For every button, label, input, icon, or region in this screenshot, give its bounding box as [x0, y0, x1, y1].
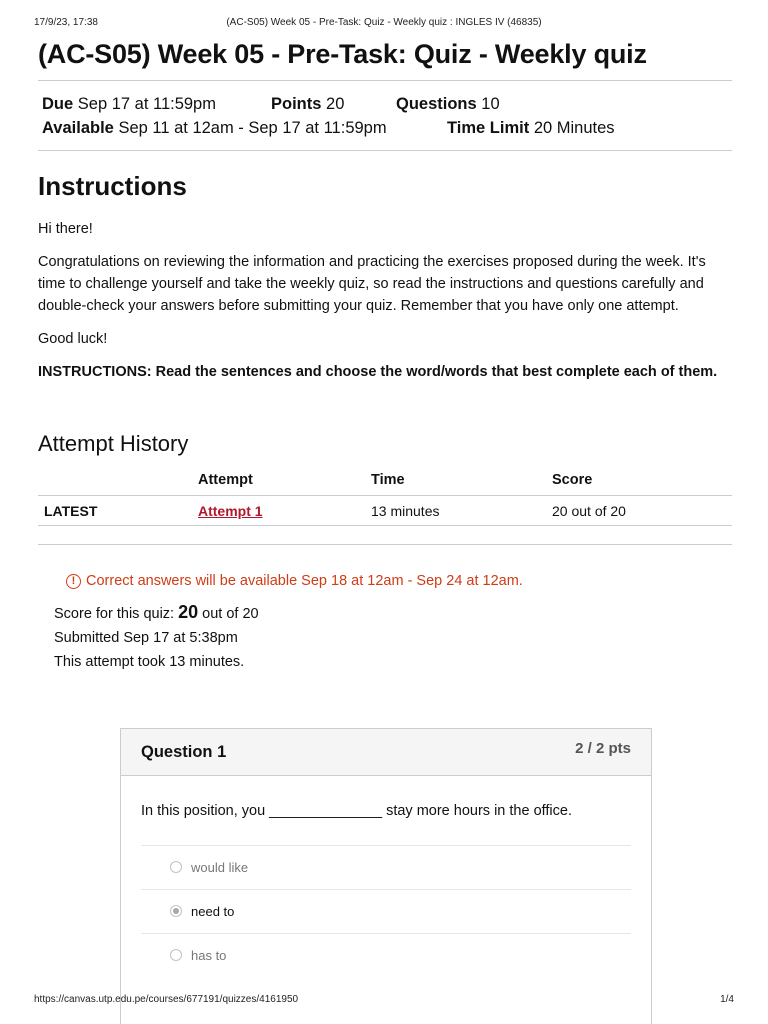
due-value: Sep 17 at 11:59pm [77, 95, 216, 113]
score-value: 20 [178, 602, 199, 622]
quiz-content [38, 36, 732, 963]
points-label: Points [271, 95, 322, 113]
attempt-history-heading: Attempt History [38, 431, 189, 456]
quiz-details [38, 81, 732, 141]
quiz-title: (AC-S05) Week 05 - Pre-Task: Quiz - Weekly quiz [38, 39, 647, 69]
attempt-time: 13 minutes [371, 496, 552, 526]
radio-icon[interactable] [170, 949, 182, 961]
questions-detail [396, 95, 500, 114]
answer-option-selected[interactable] [141, 889, 631, 933]
instructions-body: Congratulations on reviewing the information and practicing the exercises proposed during the week. It's time to challenge yourself and take the weekly quiz, so read the instructions and questions carefully and double-check your answers before submitting your quiz. Remember that you have only one attempt. [38, 254, 706, 314]
instructions-good-luck: Good luck! [38, 331, 108, 347]
print-datetime: 17/9/23, 17:38 [34, 17, 98, 28]
print-header [34, 17, 734, 31]
score-summary [54, 600, 732, 674]
attempt-1-link[interactable]: Attempt 1 [198, 502, 263, 519]
points-value: 20 [326, 95, 345, 113]
question-title: Question 1 [141, 743, 227, 761]
answer-option[interactable] [141, 933, 631, 977]
answer-label: has to [191, 948, 227, 963]
due-detail [42, 95, 216, 114]
questions-label: Questions [396, 95, 477, 113]
points-detail [271, 95, 344, 114]
questions-value: 10 [481, 95, 500, 113]
question-1-card [120, 728, 652, 1024]
question-text: In this position, you ______________ stay more hours in the office. [141, 803, 572, 819]
score-line [54, 600, 732, 626]
print-page-number: 1/4 [720, 994, 734, 1005]
column-header-label [38, 465, 198, 496]
attempt-score: 20 out of 20 [552, 496, 732, 526]
time-limit-detail [447, 119, 615, 138]
column-header-time: Time [371, 465, 552, 496]
time-limit-label: Time Limit [447, 119, 530, 137]
question-points: 2 / 2 pts [575, 740, 631, 757]
answer-label: would like [191, 860, 249, 875]
table-row [38, 496, 732, 526]
question-header [121, 729, 651, 776]
correct-answers-warning [66, 573, 732, 589]
available-label: Available [42, 119, 114, 137]
warning-icon: ! [66, 574, 81, 589]
instructions-heading: Instructions [38, 171, 187, 201]
duration-line: This attempt took 13 minutes. [54, 654, 245, 670]
warning-text: Correct answers will be available Sep 18 at 12am - Sep 24 at 12am. [86, 573, 523, 589]
print-page-title: (AC-S05) Week 05 - Pre-Task: Quiz - Weekly quiz : INGLES IV (46835) [226, 17, 542, 28]
attempt-history-table [38, 465, 732, 526]
print-footer [34, 994, 734, 1008]
answer-label: need to [191, 904, 235, 919]
column-header-score: Score [552, 465, 732, 496]
available-detail [42, 119, 387, 138]
attempt-row-label: LATEST [38, 496, 198, 526]
attempt-cell [198, 496, 371, 526]
answer-option[interactable] [141, 845, 631, 889]
radio-icon[interactable] [170, 861, 182, 873]
submitted-line: Submitted Sep 17 at 5:38pm [54, 630, 238, 646]
instructions-greeting: Hi there! [38, 221, 93, 237]
time-limit-value: 20 Minutes [533, 119, 615, 137]
table-header-row [38, 465, 732, 496]
available-value: Sep 11 at 12am - Sep 17 at 11:59pm [118, 119, 387, 137]
print-url: https://canvas.utp.edu.pe/courses/677191/quizzes/4161950 [34, 994, 299, 1005]
column-header-attempt: Attempt [198, 465, 371, 496]
score-prefix: Score for this quiz: [54, 606, 175, 622]
instructions-directive: INSTRUCTIONS: Read the sentences and choose the word/words that best complete each of them. [38, 364, 718, 380]
answer-list [141, 845, 631, 977]
due-label: Due [42, 95, 74, 113]
score-suffix: out of 20 [202, 606, 259, 622]
radio-checked-icon[interactable] [170, 905, 182, 917]
